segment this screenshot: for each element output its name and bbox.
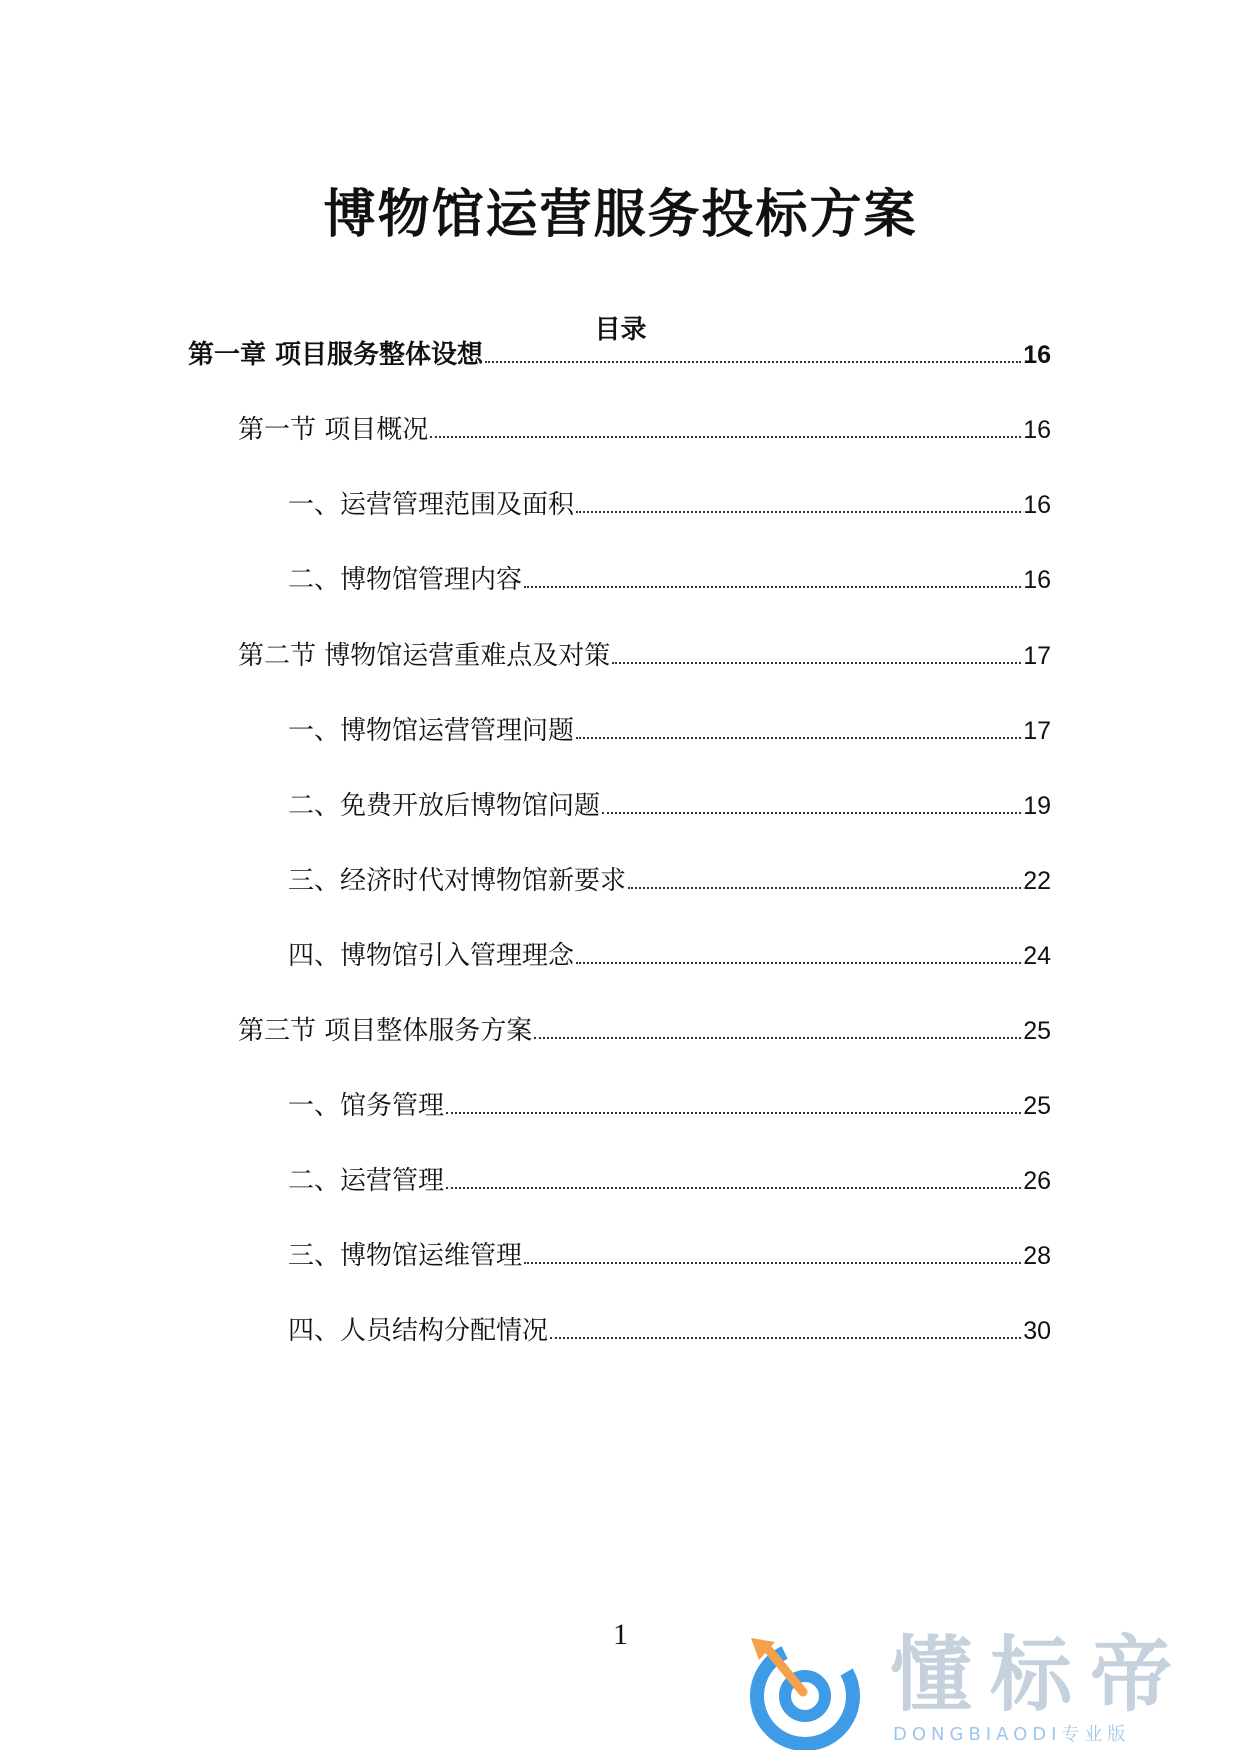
toc-entry-page: 16	[1023, 491, 1051, 519]
watermark-subtitle: DONGBIAODI专业版	[893, 1724, 1131, 1745]
toc-entry-item[interactable]	[288, 933, 1051, 973]
toc-entry-text: 第二节 博物馆运营重难点及对策	[238, 641, 611, 671]
toc-entry-text: 三、博物馆运维管理	[288, 1241, 523, 1271]
toc-entry-text: 一、馆务管理	[288, 1091, 445, 1121]
watermark-name: 懂标帝	[890, 1628, 1191, 1723]
toc-entry-item[interactable]	[288, 1308, 1051, 1348]
toc-entry-item[interactable]	[288, 858, 1051, 898]
toc-entry-item[interactable]	[288, 557, 1051, 597]
toc-leader	[446, 1187, 1021, 1189]
target-logo-icon	[745, 1634, 865, 1750]
toc-entry-text: 第一章 项目服务整体设想	[188, 340, 484, 370]
toc-leader	[524, 1262, 1021, 1264]
toc-entry-page: 25	[1023, 1092, 1051, 1120]
toc-entry-item[interactable]	[288, 1233, 1051, 1273]
toc-entry-text: 二、博物馆管理内容	[288, 565, 523, 595]
toc-entry-page: 22	[1023, 867, 1051, 895]
toc-leader	[430, 436, 1021, 438]
toc-entry-page: 16	[1023, 566, 1051, 594]
toc-leader	[628, 887, 1021, 889]
toc-entry-text: 三、经济时代对博物馆新要求	[288, 866, 627, 896]
toc-entry-section-1[interactable]	[238, 407, 1051, 447]
toc-leader	[550, 1337, 1021, 1339]
toc-entry-section-2[interactable]	[238, 633, 1051, 673]
toc-entry-text: 二、运营管理	[288, 1166, 445, 1196]
toc-entry-section-3[interactable]	[238, 1008, 1051, 1048]
watermark	[745, 1628, 1215, 1754]
toc-leader	[576, 737, 1021, 739]
toc-entry-item[interactable]	[288, 1083, 1051, 1123]
toc-entry-chapter-1[interactable]	[188, 332, 1051, 372]
toc-entry-text: 四、人员结构分配情况	[288, 1316, 549, 1346]
toc-entry-text: 第三节 项目整体服务方案	[238, 1016, 533, 1046]
toc-leader	[446, 1112, 1021, 1114]
toc-entry-text: 一、运营管理范围及面积	[288, 490, 575, 520]
toc-leader	[612, 662, 1021, 664]
document-title: 博物馆运营服务投标方案	[323, 185, 918, 245]
toc-leader	[534, 1037, 1021, 1039]
toc-entry-text: 四、博物馆引入管理理念	[288, 941, 575, 971]
page-number: 1	[613, 1618, 628, 1651]
toc-entry-page: 16	[1023, 341, 1051, 369]
toc-leader	[485, 361, 1021, 363]
toc-entry-page: 30	[1023, 1317, 1051, 1345]
toc-leader	[602, 812, 1021, 814]
toc-entry-text: 二、免费开放后博物馆问题	[288, 791, 601, 821]
toc-entry-item[interactable]	[288, 783, 1051, 823]
toc-entry-page: 19	[1023, 792, 1051, 820]
toc-entry-page: 17	[1023, 717, 1051, 745]
toc-entry-page: 26	[1023, 1167, 1051, 1195]
toc-entry-item[interactable]	[288, 708, 1051, 748]
toc-leader	[524, 586, 1021, 588]
toc-entry-page: 17	[1023, 642, 1051, 670]
toc-entry-text: 第一节 项目概况	[238, 415, 429, 445]
toc-heading: 目录	[594, 315, 647, 345]
toc-leader	[576, 511, 1021, 513]
toc-entry-page: 16	[1023, 416, 1051, 444]
toc-entry-page: 24	[1023, 942, 1051, 970]
toc-entry-page: 25	[1023, 1017, 1051, 1045]
toc-entry-text: 一、博物馆运营管理问题	[288, 716, 575, 746]
toc-leader	[576, 962, 1021, 964]
toc-entry-item[interactable]	[288, 482, 1051, 522]
toc-entry-item[interactable]	[288, 1158, 1051, 1198]
toc-entry-page: 28	[1023, 1242, 1051, 1270]
